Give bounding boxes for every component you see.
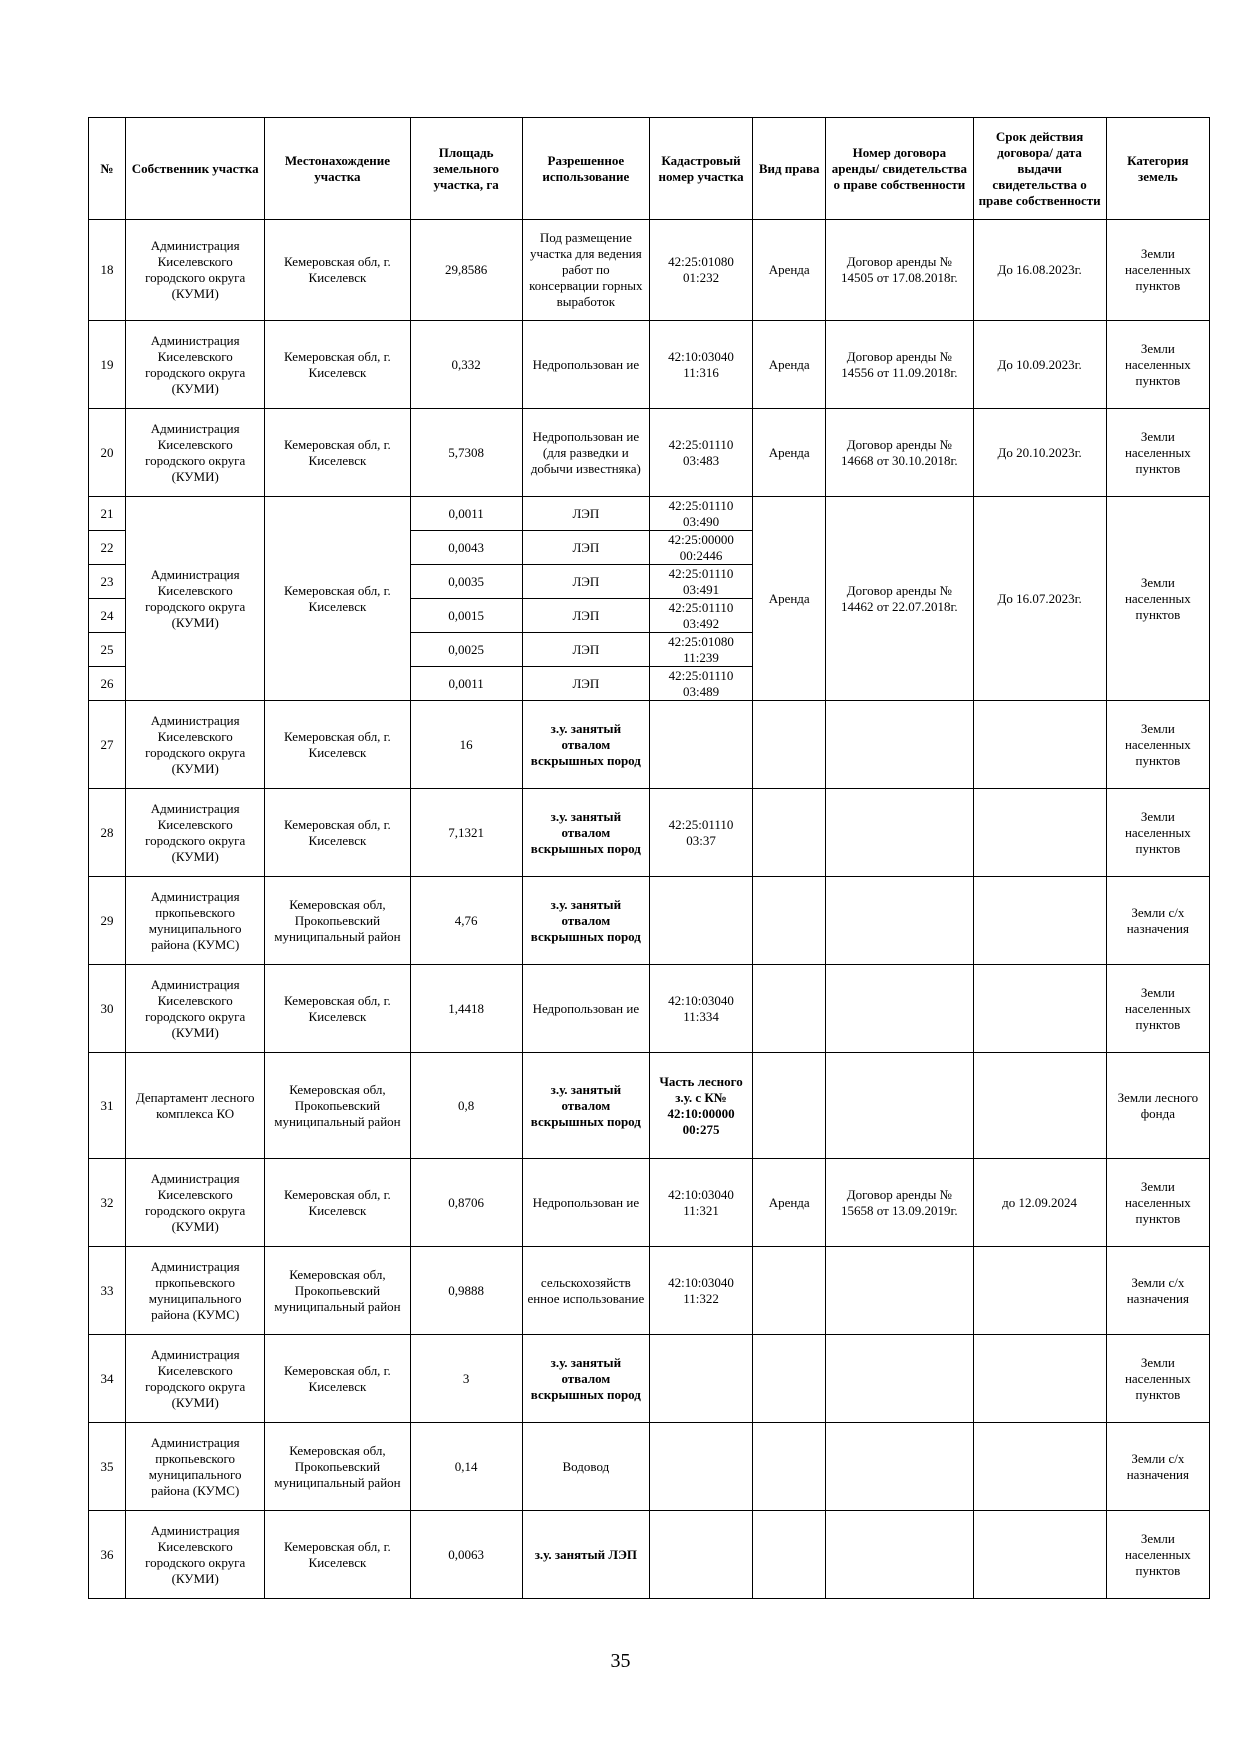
cell-usage: Недропользован ие <box>522 965 649 1053</box>
cell-term <box>973 1423 1106 1511</box>
cell-owner: Администрация Киселевского городского округа (КУМИ) <box>126 409 265 497</box>
cell-area: 0,9888 <box>410 1247 522 1335</box>
cell-area: 0,14 <box>410 1423 522 1511</box>
cell-owner: Администрация Киселевского городского округа (КУМИ) <box>126 321 265 409</box>
table-body <box>89 220 1210 1599</box>
header-area: Площадь земельного участка, га <box>410 118 522 220</box>
cell-term: До 16.07.2023г. <box>973 497 1106 701</box>
cell-right <box>753 965 826 1053</box>
cell-usage: ЛЭП <box>522 565 649 599</box>
cell-category: Земли населенных пунктов <box>1106 321 1209 409</box>
cell-usage: Под размещение участка для ведения работ по консервации горных выработок <box>522 220 649 321</box>
table-row <box>89 1423 1210 1511</box>
cell-location: Кемеровская обл, г. Киселевск <box>265 321 410 409</box>
cell-area: 0,8 <box>410 1053 522 1159</box>
cell-cadastral: 42:25:01110 03:492 <box>649 599 752 633</box>
cell-usage: ЛЭП <box>522 497 649 531</box>
table-row <box>89 497 1210 531</box>
cell-right <box>753 1053 826 1159</box>
table-row <box>89 409 1210 497</box>
cell-usage: ЛЭП <box>522 599 649 633</box>
cell-cadastral: 42:25:01110 03:491 <box>649 565 752 599</box>
cell-usage: ЛЭП <box>522 667 649 701</box>
cell-owner: Администрация Киселевского городского округа (КУМИ) <box>126 1511 265 1599</box>
cell-cadastral <box>649 1335 752 1423</box>
cell-num: 35 <box>89 1423 126 1511</box>
cell-category: Земли населенных пунктов <box>1106 497 1209 701</box>
cell-location: Кемеровская обл, г. Киселевск <box>265 701 410 789</box>
page-number: 35 <box>610 1650 631 1672</box>
cell-area: 29,8586 <box>410 220 522 321</box>
cell-category: Земли населенных пунктов <box>1106 789 1209 877</box>
cell-location: Кемеровская обл, г. Киселевск <box>265 497 410 701</box>
cell-contract <box>826 1511 973 1599</box>
cell-cadastral: 42:10:03040 11:321 <box>649 1159 752 1247</box>
table-row <box>89 1511 1210 1599</box>
header-right: Вид права <box>753 118 826 220</box>
cell-area: 0,8706 <box>410 1159 522 1247</box>
table-row <box>89 1053 1210 1159</box>
header-location: Местонахождение участка <box>265 118 410 220</box>
cell-area: 16 <box>410 701 522 789</box>
cell-right: Аренда <box>753 321 826 409</box>
cell-term: До 10.09.2023г. <box>973 321 1106 409</box>
cell-location: Кемеровская обл, г. Киселевск <box>265 1511 410 1599</box>
cell-area: 4,76 <box>410 877 522 965</box>
cell-location: Кемеровская обл, г. Киселевск <box>265 220 410 321</box>
cell-area: 0,0043 <box>410 531 522 565</box>
cell-contract: Договор аренды № 15658 от 13.09.2019г. <box>826 1159 973 1247</box>
cell-term <box>973 789 1106 877</box>
cell-area: 5,7308 <box>410 409 522 497</box>
cell-cadastral: 42:10:03040 11:316 <box>649 321 752 409</box>
cell-term: До 16.08.2023г. <box>973 220 1106 321</box>
cell-right <box>753 701 826 789</box>
cell-location: Кемеровская обл, Прокопьевский муниципальный район <box>265 1423 410 1511</box>
table-row <box>89 965 1210 1053</box>
cell-term <box>973 877 1106 965</box>
cell-term <box>973 1053 1106 1159</box>
header-category: Категория земель <box>1106 118 1209 220</box>
cell-area: 0,0015 <box>410 599 522 633</box>
cell-num: 23 <box>89 565 126 599</box>
cell-cadastral <box>649 877 752 965</box>
cell-num: 20 <box>89 409 126 497</box>
cell-contract <box>826 701 973 789</box>
cell-term: до 12.09.2024 <box>973 1159 1106 1247</box>
cell-num: 33 <box>89 1247 126 1335</box>
cell-owner: Администрация Киселевского городского округа (КУМИ) <box>126 701 265 789</box>
cell-contract: Договор аренды № 14556 от 11.09.2018г. <box>826 321 973 409</box>
table-row <box>89 321 1210 409</box>
cell-usage: Недропользован ие (для разведки и добычи известняка) <box>522 409 649 497</box>
table-row <box>89 701 1210 789</box>
cell-cadastral <box>649 701 752 789</box>
header-num: № <box>89 118 126 220</box>
cell-location: Кемеровская обл, Прокопьевский муниципальный район <box>265 1053 410 1159</box>
cell-cadastral: 42:25:01110 03:490 <box>649 497 752 531</box>
cell-cadastral: 42:10:03040 11:334 <box>649 965 752 1053</box>
cell-area: 0,0063 <box>410 1511 522 1599</box>
cell-right: Аренда <box>753 497 826 701</box>
table-row <box>89 1335 1210 1423</box>
cell-owner: Департамент лесного комплекса КО <box>126 1053 265 1159</box>
cell-num: 26 <box>89 667 126 701</box>
cell-area: 0,0025 <box>410 633 522 667</box>
cell-contract <box>826 789 973 877</box>
cell-contract <box>826 965 973 1053</box>
cell-term <box>973 1247 1106 1335</box>
cell-usage: з.у. занятый отвалом вскрышных пород <box>522 877 649 965</box>
cell-usage: сельскохозяйств енное использование <box>522 1247 649 1335</box>
cell-usage: ЛЭП <box>522 531 649 565</box>
cell-cadastral: 42:25:00000 00:2446 <box>649 531 752 565</box>
cell-category: Земли лесного фонда <box>1106 1053 1209 1159</box>
cell-area: 1,4418 <box>410 965 522 1053</box>
table-row <box>89 1159 1210 1247</box>
cell-usage: з.у. занятый отвалом вскрышных пород <box>522 1335 649 1423</box>
cell-category: Земли с/х назначения <box>1106 877 1209 965</box>
cell-category: Земли с/х назначения <box>1106 1423 1209 1511</box>
header-usage: Разрешенное использование <box>522 118 649 220</box>
cell-owner: Администрация Киселевского городского округа (КУМИ) <box>126 789 265 877</box>
cell-location: Кемеровская обл, г. Киселевск <box>265 1335 410 1423</box>
cell-contract <box>826 1247 973 1335</box>
cell-usage: Водовод <box>522 1423 649 1511</box>
cell-usage: з.у. занятый отвалом вскрышных пород <box>522 1053 649 1159</box>
cell-contract <box>826 1335 973 1423</box>
cell-contract: Договор аренды № 14668 от 30.10.2018г. <box>826 409 973 497</box>
cell-category: Земли населенных пунктов <box>1106 1335 1209 1423</box>
cell-contract <box>826 877 973 965</box>
cell-num: 34 <box>89 1335 126 1423</box>
cell-num: 22 <box>89 531 126 565</box>
cell-location: Кемеровская обл, г. Киселевск <box>265 409 410 497</box>
cell-term <box>973 1511 1106 1599</box>
cell-location: Кемеровская обл, Прокопьевский муниципальный район <box>265 877 410 965</box>
cell-right <box>753 789 826 877</box>
cell-right <box>753 1335 826 1423</box>
table-row <box>89 1247 1210 1335</box>
cell-right: Аренда <box>753 1159 826 1247</box>
header-term: Срок действия договора/ дата выдачи свидетельства о праве собственности <box>973 118 1106 220</box>
cell-location: Кемеровская обл, Прокопьевский муниципальный район <box>265 1247 410 1335</box>
cell-area: 0,0011 <box>410 497 522 531</box>
cell-cadastral: 42:10:03040 11:322 <box>649 1247 752 1335</box>
cell-usage: з.у. занятый отвалом вскрышных пород <box>522 789 649 877</box>
cell-right <box>753 1247 826 1335</box>
cell-category: Земли населенных пунктов <box>1106 965 1209 1053</box>
cell-location: Кемеровская обл, г. Киселевск <box>265 789 410 877</box>
cell-contract <box>826 1053 973 1159</box>
table-row <box>89 789 1210 877</box>
cell-cadastral: Часть лесного з.у. с К№ 42:10:00000 00:275 <box>649 1053 752 1159</box>
cell-usage: з.у. занятый отвалом вскрышных пород <box>522 701 649 789</box>
cell-category: Земли населенных пунктов <box>1106 220 1209 321</box>
cell-num: 36 <box>89 1511 126 1599</box>
cell-num: 31 <box>89 1053 126 1159</box>
cell-location: Кемеровская обл, г. Киселевск <box>265 965 410 1053</box>
cell-category: Земли населенных пунктов <box>1106 701 1209 789</box>
cell-usage: Недропользован ие <box>522 321 649 409</box>
cell-num: 30 <box>89 965 126 1053</box>
cell-cadastral: 42:25:01110 03:489 <box>649 667 752 701</box>
cell-area: 3 <box>410 1335 522 1423</box>
cell-num: 28 <box>89 789 126 877</box>
cell-num: 24 <box>89 599 126 633</box>
header-row <box>89 118 1210 220</box>
cell-contract <box>826 1423 973 1511</box>
cell-num: 18 <box>89 220 126 321</box>
cell-usage: з.у. занятый ЛЭП <box>522 1511 649 1599</box>
cell-num: 25 <box>89 633 126 667</box>
cell-owner: Администрация Киселевского городского округа (КУМИ) <box>126 220 265 321</box>
cell-term <box>973 965 1106 1053</box>
header-owner: Собственник участка <box>126 118 265 220</box>
cell-owner: Администрация пркопьевского муниципального района (КУМС) <box>126 1247 265 1335</box>
cell-cadastral: 42:25:01080 11:239 <box>649 633 752 667</box>
table-row <box>89 877 1210 965</box>
cell-cadastral: 42:25:01080 01:232 <box>649 220 752 321</box>
cell-right <box>753 1423 826 1511</box>
cell-cadastral <box>649 1423 752 1511</box>
cell-cadastral <box>649 1511 752 1599</box>
cell-right <box>753 1511 826 1599</box>
cell-num: 27 <box>89 701 126 789</box>
cell-cadastral: 42:25:01110 03:483 <box>649 409 752 497</box>
header-contract: Номер договора аренды/ свидетельства о праве собственности <box>826 118 973 220</box>
cell-owner: Администрация Киселевского городского округа (КУМИ) <box>126 1159 265 1247</box>
cell-num: 32 <box>89 1159 126 1247</box>
cell-category: Земли населенных пунктов <box>1106 1159 1209 1247</box>
cell-owner: Администрация пркопьевского муниципального района (КУМС) <box>126 877 265 965</box>
cell-cadastral: 42:25:01110 03:37 <box>649 789 752 877</box>
cell-location: Кемеровская обл, г. Киселевск <box>265 1159 410 1247</box>
cell-owner: Администрация пркопьевского муниципального района (КУМС) <box>126 1423 265 1511</box>
cell-usage: Недропользован ие <box>522 1159 649 1247</box>
cell-owner: Администрация Киселевского городского округа (КУМИ) <box>126 965 265 1053</box>
cell-category: Земли с/х назначения <box>1106 1247 1209 1335</box>
header-cadastral: Кадастровый номер участка <box>649 118 752 220</box>
cell-right <box>753 877 826 965</box>
cell-right: Аренда <box>753 220 826 321</box>
cell-term <box>973 701 1106 789</box>
cell-right: Аренда <box>753 409 826 497</box>
cell-owner: Администрация Киселевского городского округа (КУМИ) <box>126 1335 265 1423</box>
cell-area: 7,1321 <box>410 789 522 877</box>
cell-area: 0,332 <box>410 321 522 409</box>
cell-num: 29 <box>89 877 126 965</box>
cell-term <box>973 1335 1106 1423</box>
cell-area: 0,0011 <box>410 667 522 701</box>
cell-num: 21 <box>89 497 126 531</box>
cell-category: Земли населенных пунктов <box>1106 409 1209 497</box>
cell-term: До 20.10.2023г. <box>973 409 1106 497</box>
cell-usage: ЛЭП <box>522 633 649 667</box>
cell-contract: Договор аренды № 14505 от 17.08.2018г. <box>826 220 973 321</box>
cell-area: 0,0035 <box>410 565 522 599</box>
cell-owner: Администрация Киселевского городского округа (КУМИ) <box>126 497 265 701</box>
cell-category: Земли населенных пунктов <box>1106 1511 1209 1599</box>
table-row <box>89 220 1210 321</box>
cell-num: 19 <box>89 321 126 409</box>
cell-contract: Договор аренды № 14462 от 22.07.2018г. <box>826 497 973 701</box>
land-plots-table <box>88 117 1210 1599</box>
